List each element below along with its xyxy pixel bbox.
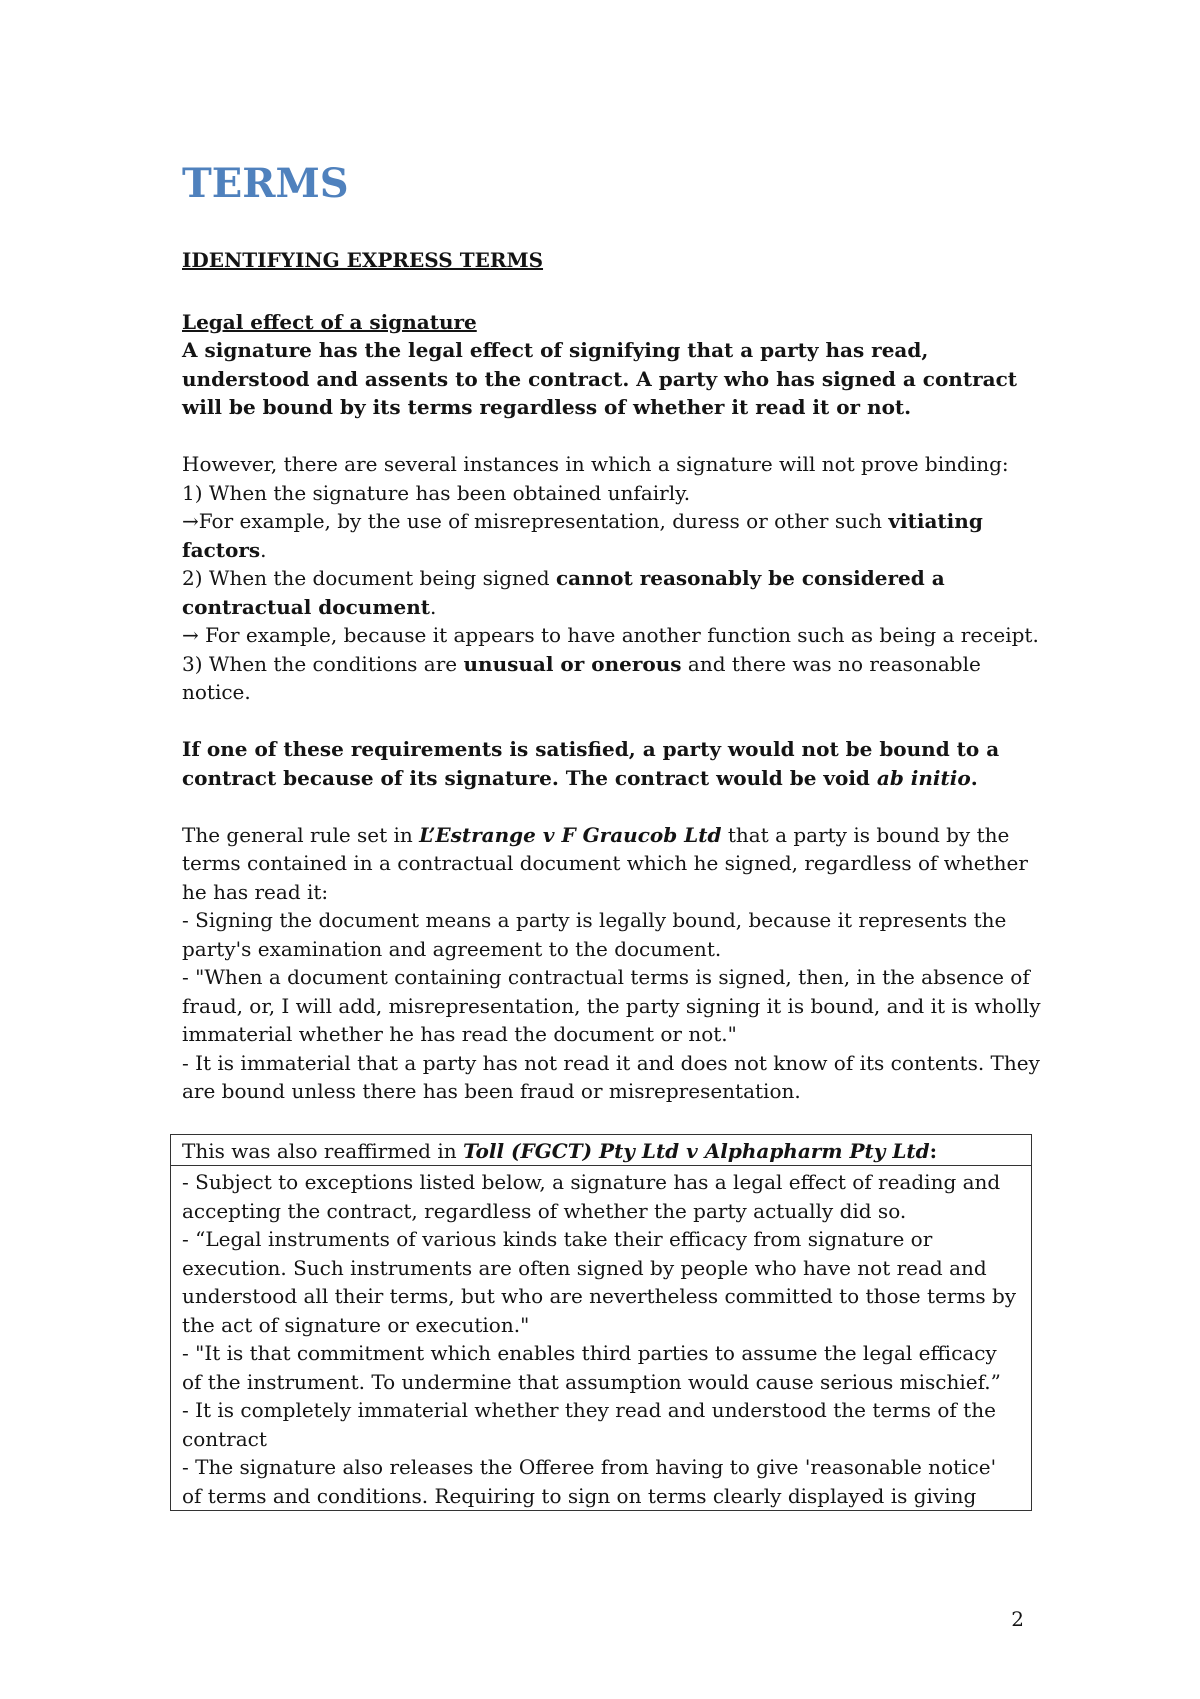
general-rule-point: - It is immaterial that a party has not read it and does not know of its contents. They are bound unless there has been fraud or misrepresentation. xyxy=(182,1050,1040,1103)
void-statement: If one of these requirements is satisfied, a party would not be bound to a contract because of its signature. The contract would be void ab initio. xyxy=(182,737,1000,790)
page-number: 2 xyxy=(1011,1607,1024,1631)
general-rule-point: - Signing the document means a party is legally bound, because it represents the party's examination and agreement to the document. xyxy=(182,908,1007,961)
page-content xyxy=(182,160,1042,1511)
spacer xyxy=(182,707,1042,736)
case-name: L’Estrange v F Graucob Ltd xyxy=(419,822,722,847)
spacer xyxy=(182,275,1042,308)
spacer xyxy=(182,422,1042,451)
case-box xyxy=(170,1134,1032,1512)
section-heading: IDENTIFYING EXPRESS TERMS xyxy=(182,248,544,272)
case-name: Toll (FGCT) Pty Ltd v Alphapharm Pty Ltd xyxy=(462,1138,930,1163)
instances-lead: However, there are several instances in which a signature will not prove binding: xyxy=(182,452,1009,476)
case-box-body xyxy=(171,1166,1031,1510)
instance-item-2-example: → For example, because it appears to have another function such as being a receipt. xyxy=(182,623,1039,647)
instance-item-2: 2) When the document being signed cannot reasonably be considered a contractual document. xyxy=(182,566,945,619)
instance-item-1-example: →For example, by the use of misrepresentation, duress or other such vitiating factors. xyxy=(182,509,983,562)
subsection-heading: Legal effect of a signature xyxy=(182,309,477,334)
intro-paragraph: A signature has the legal effect of signifying that a party has read, understood and assents to the contract. A party who has signed a contract will be bound by its terms regardless of whether it read it or not. xyxy=(182,338,1017,419)
case-box-point: - Subject to exceptions listed below, a signature has a legal effect of reading and accepting the contract, regardless of whether the party actually did so. xyxy=(182,1170,1001,1223)
spacer xyxy=(182,792,1042,821)
general-rule-point: - "When a document containing contractual terms is signed, then, in the absence of fraud, or, I will add, misrepresentation, the party signing it is bound, and it is wholly immaterial whether he has read the document or not." xyxy=(182,965,1041,1046)
case-box-point: - It is completely immaterial whether they read and understood the terms of the contract xyxy=(182,1398,996,1451)
case-box-point: - "It is that commitment which enables third parties to assume the legal efficacy of the instrument. To undermine that assumption would cause serious mischief.” xyxy=(182,1341,1001,1394)
case-box-point: - “Legal instruments of various kinds take their efficacy from signature or execution. Such instruments are often signed by people who have not read and understood all their terms, but who are nevertheless committed to those terms by the act of signature or execution." xyxy=(182,1227,1017,1337)
general-rule-paragraph: The general rule set in L’Estrange v F Graucob Ltd that a party is bound by the terms contained in a contractual document which he signed, regardless of whether he has read it: xyxy=(182,822,1028,904)
case-box-point: - The signature also releases the Offeree from having to give 'reasonable notice' of terms and conditions. Requiring to sign on terms clearly displayed is giving xyxy=(182,1455,997,1508)
instance-item-3: 3) When the conditions are unusual or onerous and there was no reasonable notice. xyxy=(182,651,981,704)
page-title: TERMS xyxy=(182,160,349,207)
case-box-header: This was also reaffirmed in Toll (FGCT) Pty Ltd v Alphapharm Pty Ltd: xyxy=(171,1135,1031,1167)
instance-item-1: 1) When the signature has been obtained unfairly. xyxy=(182,480,691,505)
